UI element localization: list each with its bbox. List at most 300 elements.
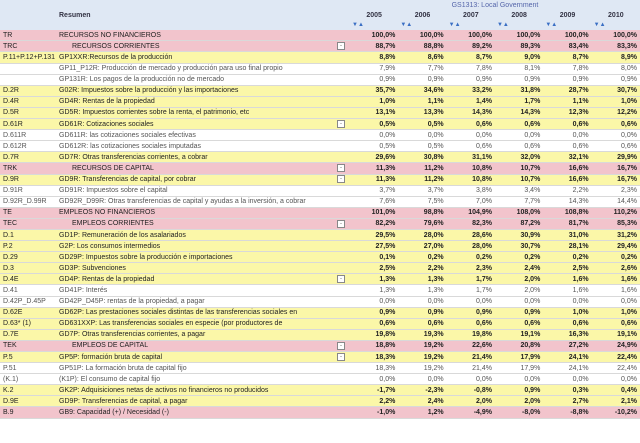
- value-cell: 0,6%: [592, 119, 640, 130]
- value-cell: 0,6%: [592, 141, 640, 152]
- value-cell: 14,4%: [592, 196, 640, 207]
- table-row[interactable]: [0, 163, 640, 174]
- row-label: GD631XXP: Las transferencias sociales en especie (por productores de: [56, 318, 337, 329]
- row-code: TR: [0, 30, 56, 41]
- row-label: G02R: Impuestos sobre la producción y las importaciones: [56, 85, 337, 96]
- value-cell: 3,7%: [398, 185, 446, 196]
- value-cell: 100,0%: [350, 30, 398, 41]
- value-cell: 0,3%: [543, 385, 591, 396]
- value-cell: 100,0%: [447, 30, 495, 41]
- header-title-row: [0, 0, 640, 10]
- table-row[interactable]: [0, 85, 640, 96]
- row-code: D.63* (1): [0, 318, 56, 329]
- value-cell: 0,2%: [447, 252, 495, 263]
- value-cell: -2,3%: [398, 385, 446, 396]
- row-code: P.11+P.12+P.131: [0, 52, 56, 63]
- value-cell: 16,6%: [543, 174, 591, 185]
- value-cell: 85,3%: [592, 218, 640, 229]
- sort-arrows-icon[interactable]: ▼▲: [447, 20, 495, 30]
- value-cell: 0,0%: [495, 296, 543, 307]
- value-cell: 2,0%: [495, 285, 543, 296]
- value-cell: 0,0%: [350, 130, 398, 141]
- row-code: P.51: [0, 363, 56, 374]
- year-header[interactable]: 2008: [495, 10, 543, 20]
- value-cell: 31,8%: [495, 85, 543, 96]
- value-cell: 81,7%: [543, 218, 591, 229]
- value-cell: -4,9%: [447, 407, 495, 418]
- row-label: GD42P_D45P: rentas de la propiedad, a pagar: [56, 296, 337, 307]
- value-cell: 17,9%: [495, 352, 543, 363]
- value-cell: 1,7%: [495, 96, 543, 107]
- row-label: GD4R: Rentas de la propiedad: [56, 96, 337, 107]
- row-code: D.612R: [0, 141, 56, 152]
- value-cell: 0,9%: [495, 74, 543, 85]
- value-cell: 0,4%: [592, 385, 640, 396]
- table-row[interactable]: [0, 340, 640, 351]
- value-cell: 101,0%: [350, 207, 398, 218]
- row-label: GB9: Capacidad (+) / Necesidad (-): [56, 407, 337, 418]
- value-cell: 108,8%: [543, 207, 591, 218]
- row-code: P.5: [0, 352, 56, 363]
- value-cell: 1,0%: [543, 307, 591, 318]
- row-code: D.611R: [0, 130, 56, 141]
- value-cell: 29,5%: [350, 229, 398, 240]
- sort-arrows-icon[interactable]: ▼▲: [592, 20, 640, 30]
- row-label: EMPLEOS CORRIENTES: [56, 218, 337, 229]
- value-cell: 0,0%: [495, 130, 543, 141]
- value-cell: 0,1%: [350, 252, 398, 263]
- value-cell: 83,4%: [543, 41, 591, 52]
- value-cell: 2,0%: [495, 396, 543, 407]
- table-row[interactable]: [0, 318, 640, 329]
- row-label: GD4P: Rentas de la propiedad: [56, 274, 337, 285]
- value-cell: 27,2%: [543, 340, 591, 351]
- value-cell: 7,8%: [543, 63, 591, 74]
- row-label: GD7P: Otras transferencias corrientes, a pagar: [56, 329, 337, 340]
- value-cell: 1,6%: [543, 274, 591, 285]
- value-cell: 0,0%: [592, 296, 640, 307]
- value-cell: 13,3%: [398, 107, 446, 118]
- value-cell: 79,6%: [398, 218, 446, 229]
- value-cell: 1,6%: [543, 285, 591, 296]
- value-cell: 1,7%: [447, 285, 495, 296]
- row-label: EMPLEOS NO FINANCIEROS: [56, 207, 337, 218]
- table-row[interactable]: [0, 307, 640, 318]
- value-cell: 31,2%: [592, 229, 640, 240]
- row-code: D.92R_D.99R: [0, 196, 56, 207]
- value-cell: 10,8%: [447, 174, 495, 185]
- value-cell: 0,6%: [398, 318, 446, 329]
- value-cell: 89,2%: [447, 41, 495, 52]
- value-cell: 30,8%: [398, 152, 446, 163]
- table-row[interactable]: [0, 263, 640, 274]
- value-cell: 33,2%: [447, 85, 495, 96]
- row-label: GP5P: formación bruta de capital: [56, 352, 337, 363]
- table-row[interactable]: [0, 229, 640, 240]
- row-code: [0, 63, 56, 74]
- value-cell: 9,0%: [495, 52, 543, 63]
- value-cell: 0,6%: [495, 318, 543, 329]
- value-cell: 104,9%: [447, 207, 495, 218]
- table-row[interactable]: [0, 96, 640, 107]
- row-code: D.4R: [0, 96, 56, 107]
- value-cell: 31,1%: [447, 152, 495, 163]
- value-cell: 7,9%: [350, 63, 398, 74]
- value-cell: 0,9%: [447, 74, 495, 85]
- value-cell: 10,7%: [495, 163, 543, 174]
- value-cell: 2,4%: [495, 263, 543, 274]
- value-cell: 28,7%: [543, 85, 591, 96]
- row-label: GP1XXR:Recursos de la producción: [56, 52, 337, 63]
- value-cell: 19,2%: [398, 352, 446, 363]
- value-cell: 82,3%: [447, 218, 495, 229]
- table-row[interactable]: [0, 274, 640, 285]
- value-cell: 0,9%: [398, 74, 446, 85]
- sort-arrows-icon[interactable]: ▼▲: [543, 20, 591, 30]
- value-cell: 16,6%: [543, 163, 591, 174]
- collapse-toggle-icon[interactable]: -: [337, 275, 345, 283]
- value-cell: 30,7%: [495, 241, 543, 252]
- table-row[interactable]: [0, 407, 640, 418]
- value-cell: 11,2%: [398, 163, 446, 174]
- table-row[interactable]: [0, 107, 640, 118]
- value-cell: 0,6%: [350, 318, 398, 329]
- collapse-toggle-icon[interactable]: -: [337, 164, 345, 172]
- value-cell: 2,1%: [592, 396, 640, 407]
- value-cell: 8,7%: [447, 52, 495, 63]
- value-cell: 29,6%: [350, 152, 398, 163]
- value-cell: 19,2%: [398, 340, 446, 351]
- value-cell: 35,7%: [350, 85, 398, 96]
- collapse-toggle-icon[interactable]: -: [337, 342, 345, 350]
- value-cell: 19,3%: [398, 329, 446, 340]
- table-row[interactable]: [0, 296, 640, 307]
- value-cell: 7,6%: [350, 196, 398, 207]
- header-years-row: [0, 10, 640, 20]
- table-row[interactable]: [0, 119, 640, 130]
- row-label: (K1P): El consumo de capital fijo: [56, 374, 337, 385]
- row-code: D.7R: [0, 152, 56, 163]
- value-cell: 7,5%: [398, 196, 446, 207]
- value-cell: 14,3%: [447, 107, 495, 118]
- value-cell: 24,1%: [543, 363, 591, 374]
- value-cell: 13,1%: [350, 107, 398, 118]
- value-cell: 0,9%: [592, 74, 640, 85]
- value-cell: 28,1%: [543, 241, 591, 252]
- value-cell: 16,7%: [592, 163, 640, 174]
- row-label: RECURSOS DE CAPITAL: [56, 163, 337, 174]
- value-cell: 32,0%: [495, 152, 543, 163]
- value-cell: 0,6%: [447, 141, 495, 152]
- row-code: D.91R: [0, 185, 56, 196]
- value-cell: -8,8%: [543, 407, 591, 418]
- table-row[interactable]: [0, 285, 640, 296]
- value-cell: 27,5%: [350, 241, 398, 252]
- value-cell: 7,7%: [495, 196, 543, 207]
- value-cell: 0,9%: [543, 74, 591, 85]
- row-label: GD5R: Impuestos corrientes sobre la renta, el patrimonio, etc: [56, 107, 337, 118]
- value-cell: 88,7%: [350, 41, 398, 52]
- row-code: [0, 74, 56, 85]
- value-cell: 0,0%: [398, 130, 446, 141]
- value-cell: 2,6%: [592, 263, 640, 274]
- value-cell: 8,8%: [350, 52, 398, 63]
- value-cell: 83,3%: [592, 41, 640, 52]
- row-label: GD7R: Otras transferencias corrientes, a cobrar: [56, 152, 337, 163]
- table-row[interactable]: [0, 141, 640, 152]
- value-cell: 0,0%: [447, 130, 495, 141]
- row-label: GD29P: Impuestos sobre la producción e importaciones: [56, 252, 337, 263]
- collapse-toggle-icon[interactable]: -: [337, 42, 345, 50]
- value-cell: 18,3%: [350, 363, 398, 374]
- value-cell: 0,6%: [495, 119, 543, 130]
- sort-arrows-icon[interactable]: ▼▲: [350, 20, 398, 30]
- value-cell: 2,3%: [447, 263, 495, 274]
- row-code: TEK: [0, 340, 56, 351]
- table-row[interactable]: [0, 63, 640, 74]
- row-label: GD611R: las cotizaciones sociales efectivas: [56, 130, 337, 141]
- row-code: TEC: [0, 218, 56, 229]
- table-row[interactable]: [0, 74, 640, 85]
- table-row[interactable]: [0, 41, 640, 52]
- value-cell: 0,5%: [398, 119, 446, 130]
- value-cell: 110,2%: [592, 207, 640, 218]
- row-label: GD91R: Impuestos sobre el capital: [56, 185, 337, 196]
- collapse-toggle-icon[interactable]: -: [337, 220, 345, 228]
- value-cell: 0,0%: [543, 130, 591, 141]
- value-cell: 19,1%: [495, 329, 543, 340]
- value-cell: -1,0%: [350, 407, 398, 418]
- row-code: B.9: [0, 407, 56, 418]
- row-code: D.41: [0, 285, 56, 296]
- value-cell: 0,0%: [398, 374, 446, 385]
- value-cell: 0,5%: [350, 119, 398, 130]
- value-cell: 2,0%: [495, 274, 543, 285]
- value-cell: 21,4%: [447, 352, 495, 363]
- value-cell: 20,8%: [495, 340, 543, 351]
- value-cell: 100,0%: [592, 30, 640, 41]
- value-cell: 2,7%: [543, 396, 591, 407]
- value-cell: 16,7%: [592, 174, 640, 185]
- value-cell: 2,4%: [398, 396, 446, 407]
- value-cell: 0,2%: [495, 252, 543, 263]
- table-row[interactable]: [0, 130, 640, 141]
- value-cell: 14,3%: [543, 196, 591, 207]
- value-cell: 0,0%: [447, 374, 495, 385]
- row-code: TE: [0, 207, 56, 218]
- value-cell: -8,0%: [495, 407, 543, 418]
- value-cell: 21,4%: [447, 363, 495, 374]
- sort-arrows-icon[interactable]: ▼▲: [398, 20, 446, 30]
- row-label: GD62P: Las prestaciones sociales distintas de las transferencias sociales en: [56, 307, 337, 318]
- row-label: RECURSOS CORRIENTES: [56, 41, 337, 52]
- value-cell: 1,2%: [398, 407, 446, 418]
- row-code: D.5R: [0, 107, 56, 118]
- row-code: D.7E: [0, 329, 56, 340]
- value-cell: 100,0%: [398, 30, 446, 41]
- table-title: GS1313: Local Government: [350, 0, 640, 10]
- value-cell: 19,1%: [592, 329, 640, 340]
- value-cell: 18,8%: [350, 340, 398, 351]
- value-cell: 0,2%: [592, 252, 640, 263]
- value-cell: 1,3%: [398, 285, 446, 296]
- table-row[interactable]: [0, 196, 640, 207]
- table-row[interactable]: [0, 252, 640, 263]
- value-cell: 0,6%: [543, 119, 591, 130]
- value-cell: 100,0%: [495, 30, 543, 41]
- row-label: GD612R: las cotizaciones sociales imputadas: [56, 141, 337, 152]
- row-label: G2P: Los consumos intermedios: [56, 241, 337, 252]
- year-header[interactable]: 2009: [543, 10, 591, 20]
- table-row[interactable]: [0, 174, 640, 185]
- value-cell: 2,5%: [350, 263, 398, 274]
- table-row[interactable]: [0, 241, 640, 252]
- row-label: GD9R: Transferencias de capital, por cobrar: [56, 174, 337, 185]
- row-label: GP11_P12R: Producción de mercado y producción para uso final propio: [56, 63, 337, 74]
- value-cell: 28,0%: [398, 229, 446, 240]
- value-cell: 34,6%: [398, 85, 446, 96]
- value-cell: 1,0%: [592, 96, 640, 107]
- row-code: D.4E: [0, 274, 56, 285]
- value-cell: 89,3%: [495, 41, 543, 52]
- value-cell: 1,0%: [592, 307, 640, 318]
- value-cell: 7,7%: [398, 63, 446, 74]
- year-header[interactable]: 2006: [398, 10, 446, 20]
- table-row[interactable]: [0, 385, 640, 396]
- collapse-toggle-icon[interactable]: -: [337, 120, 345, 128]
- value-cell: 82,2%: [350, 218, 398, 229]
- sort-arrows-icon[interactable]: ▼▲: [495, 20, 543, 30]
- value-cell: 0,6%: [592, 318, 640, 329]
- row-label: GD1P: Remuneración de los asalariados: [56, 229, 337, 240]
- value-cell: 11,2%: [398, 174, 446, 185]
- value-cell: 2,3%: [592, 185, 640, 196]
- value-cell: 0,9%: [398, 307, 446, 318]
- value-cell: 8,0%: [592, 63, 640, 74]
- value-cell: 0,9%: [350, 307, 398, 318]
- value-cell: 12,3%: [543, 107, 591, 118]
- value-cell: 22,4%: [592, 352, 640, 363]
- value-cell: 3,4%: [495, 185, 543, 196]
- value-cell: 0,5%: [350, 141, 398, 152]
- value-cell: 19,8%: [447, 329, 495, 340]
- row-code: D.9R: [0, 174, 56, 185]
- collapse-toggle-icon[interactable]: -: [337, 175, 345, 183]
- value-cell: 8,9%: [592, 52, 640, 63]
- value-cell: 0,0%: [495, 374, 543, 385]
- year-header[interactable]: 2007: [447, 10, 495, 20]
- value-cell: 0,0%: [592, 374, 640, 385]
- value-cell: 30,7%: [592, 85, 640, 96]
- value-cell: 2,2%: [398, 263, 446, 274]
- value-cell: 1,3%: [350, 285, 398, 296]
- value-cell: 2,5%: [543, 263, 591, 274]
- value-cell: 22,4%: [592, 363, 640, 374]
- value-cell: 2,2%: [543, 185, 591, 196]
- row-code: P.2: [0, 241, 56, 252]
- table-row[interactable]: [0, 52, 640, 63]
- row-label: GD92R_D99R: Otras transferencias de capital y ayudas a la inversión, a cobrar: [56, 196, 337, 207]
- sort-row: [0, 20, 640, 30]
- value-cell: 1,6%: [592, 274, 640, 285]
- table-row[interactable]: [0, 218, 640, 229]
- row-code: TRK: [0, 163, 56, 174]
- value-cell: 17,9%: [495, 363, 543, 374]
- value-cell: 0,0%: [398, 296, 446, 307]
- row-label: GP51P: La formación bruta de capital fijo: [56, 363, 337, 374]
- value-cell: 19,2%: [398, 363, 446, 374]
- value-cell: 29,4%: [592, 241, 640, 252]
- year-header[interactable]: 2010: [592, 10, 640, 20]
- value-cell: 24,9%: [592, 340, 640, 351]
- row-code: D.3: [0, 263, 56, 274]
- value-cell: 11,3%: [350, 174, 398, 185]
- table-row[interactable]: [0, 185, 640, 196]
- table-row[interactable]: [0, 374, 640, 385]
- table-row[interactable]: [0, 363, 640, 374]
- value-cell: 1,6%: [592, 285, 640, 296]
- row-label: GK2P: Adquisiciones netas de activos no financieros no producidos: [56, 385, 337, 396]
- value-cell: 0,9%: [495, 385, 543, 396]
- table-row[interactable]: [0, 152, 640, 163]
- value-cell: 31,0%: [543, 229, 591, 240]
- table-row[interactable]: [0, 352, 640, 363]
- row-code: D.9E: [0, 396, 56, 407]
- row-label: GD41P: Interés: [56, 285, 337, 296]
- table-row[interactable]: [0, 396, 640, 407]
- value-cell: 1,1%: [398, 96, 446, 107]
- value-cell: 8,7%: [543, 52, 591, 63]
- row-code: D.1: [0, 229, 56, 240]
- row-label: RECURSOS NO FINANCIEROS: [56, 30, 337, 41]
- value-cell: 0,6%: [543, 318, 591, 329]
- value-cell: 1,7%: [447, 274, 495, 285]
- row-label: GD61R: Cotizaciones sociales: [56, 119, 337, 130]
- row-code: D.42P_D.45P: [0, 296, 56, 307]
- row-code: TRC: [0, 41, 56, 52]
- value-cell: 108,0%: [495, 207, 543, 218]
- value-cell: 22,6%: [447, 340, 495, 351]
- row-code: D.2R: [0, 85, 56, 96]
- value-cell: 30,9%: [495, 229, 543, 240]
- row-label: GD3P: Subvenciones: [56, 263, 337, 274]
- year-header[interactable]: 2005: [350, 10, 398, 20]
- value-cell: 16,3%: [543, 329, 591, 340]
- value-cell: 0,9%: [350, 74, 398, 85]
- value-cell: 8,6%: [398, 52, 446, 63]
- value-cell: 32,1%: [543, 152, 591, 163]
- value-cell: 0,6%: [447, 318, 495, 329]
- value-cell: 1,3%: [350, 274, 398, 285]
- table-row[interactable]: [0, 207, 640, 218]
- value-cell: 2,2%: [350, 396, 398, 407]
- value-cell: 0,5%: [398, 141, 446, 152]
- value-cell: 0,2%: [398, 252, 446, 263]
- value-cell: 3,7%: [350, 185, 398, 196]
- table-row[interactable]: [0, 30, 640, 41]
- value-cell: 11,3%: [350, 163, 398, 174]
- value-cell: 10,8%: [447, 163, 495, 174]
- value-cell: 18,3%: [350, 352, 398, 363]
- value-cell: 1,4%: [447, 96, 495, 107]
- value-cell: 24,1%: [543, 352, 591, 363]
- table-row[interactable]: [0, 329, 640, 340]
- value-cell: 0,0%: [543, 374, 591, 385]
- value-cell: -10,2%: [592, 407, 640, 418]
- value-cell: 12,2%: [592, 107, 640, 118]
- collapse-toggle-icon[interactable]: -: [337, 353, 345, 361]
- value-cell: 0,0%: [350, 374, 398, 385]
